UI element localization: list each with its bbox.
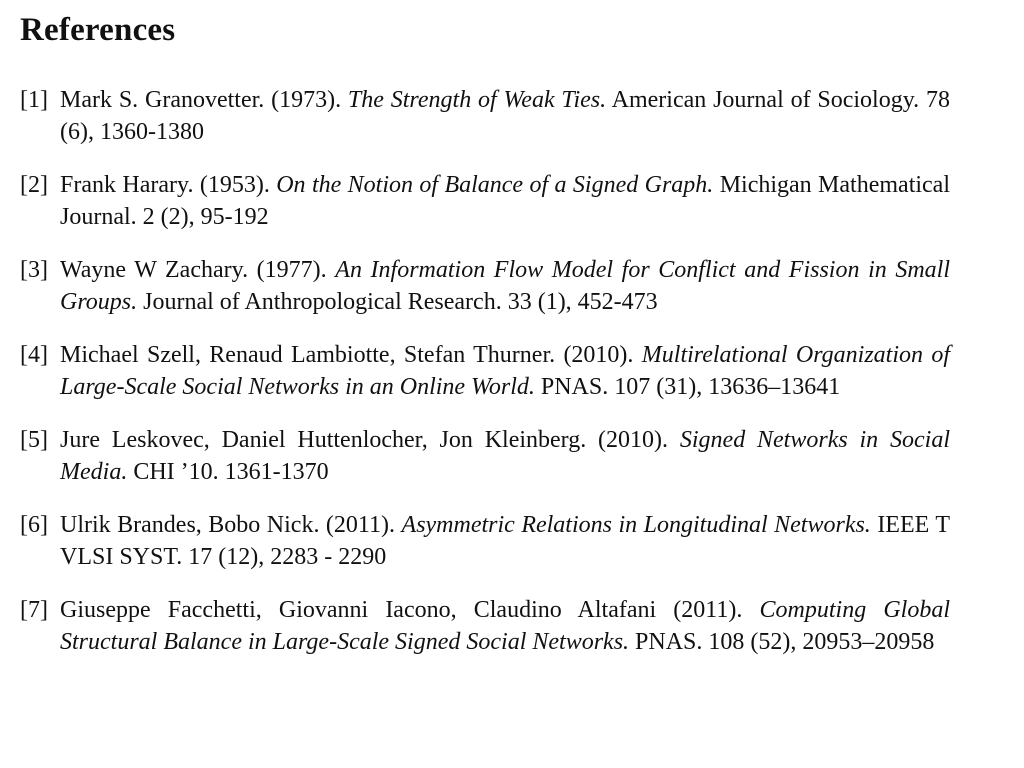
reference-authors: Jure Leskovec, Daniel Huttenlocher, Jon Kleinberg. (2010). — [60, 427, 669, 453]
reference-title: On the Notion of Balance of a Signed Graph. — [276, 172, 714, 198]
reference-number: [4] — [20, 342, 48, 368]
reference-title: An Information Flow Model for Conflict and Fission in Small Groups. — [60, 257, 951, 315]
reference-item — [20, 594, 950, 658]
reference-authors: Wayne W Zachary. (1977). — [60, 257, 327, 283]
reference-item — [20, 169, 950, 233]
reference-venue: American Journal of Sociology. 78 (6), 1360-1380 — [60, 87, 950, 145]
reference-authors: Ulrik Brandes, Bobo Nick. (2011). — [60, 512, 396, 538]
reference-item — [20, 254, 950, 318]
references-heading: References — [20, 12, 176, 48]
reference-venue: Journal of Anthropological Research. 33 (1), 452-473 — [143, 289, 658, 315]
reference-venue: PNAS. 108 (52), 20953–20958 — [635, 629, 935, 655]
reference-authors: Michael Szell, Renaud Lambiotte, Stefan Thurner. (2010). — [60, 342, 634, 368]
reference-venue: Michigan Mathematical Journal. 2 (2), 95-192 — [60, 172, 950, 230]
reference-title: Signed Networks in Social Media. — [60, 427, 950, 485]
reference-number: [2] — [20, 172, 48, 198]
reference-number: [7] — [20, 597, 48, 623]
reference-venue: CHI ’10. 1361-1370 — [133, 459, 329, 485]
reference-item — [20, 84, 950, 148]
reference-item — [20, 339, 950, 403]
reference-item — [20, 424, 950, 488]
reference-authors: Mark S. Granovetter. (1973). — [60, 87, 342, 113]
reference-number: [6] — [20, 512, 48, 538]
reference-venue: PNAS. 107 (31), 13636–13641 — [540, 374, 841, 400]
reference-authors: Frank Harary. (1953). — [60, 172, 270, 198]
reference-title: The Strength of Weak Ties. — [347, 87, 607, 113]
reference-title: Asymmetric Relations in Longitudinal Networks. — [401, 512, 871, 538]
reference-number: [1] — [20, 87, 48, 113]
reference-title: Multirelational Organization of Large-Scale Social Networks in an Online World. — [60, 342, 951, 400]
reference-number: [3] — [20, 257, 48, 283]
reference-title: Computing Global Structural Balance in Large-Scale Signed Social Networks. — [60, 597, 951, 655]
reference-list — [20, 84, 950, 658]
reference-number: [5] — [20, 427, 48, 453]
reference-authors: Giuseppe Facchetti, Giovanni Iacono, Claudino Altafani (2011). — [60, 597, 743, 623]
reference-item — [20, 509, 950, 573]
reference-venue: IEEE T VLSI SYST. 17 (12), 2283 - 2290 — [60, 512, 951, 570]
